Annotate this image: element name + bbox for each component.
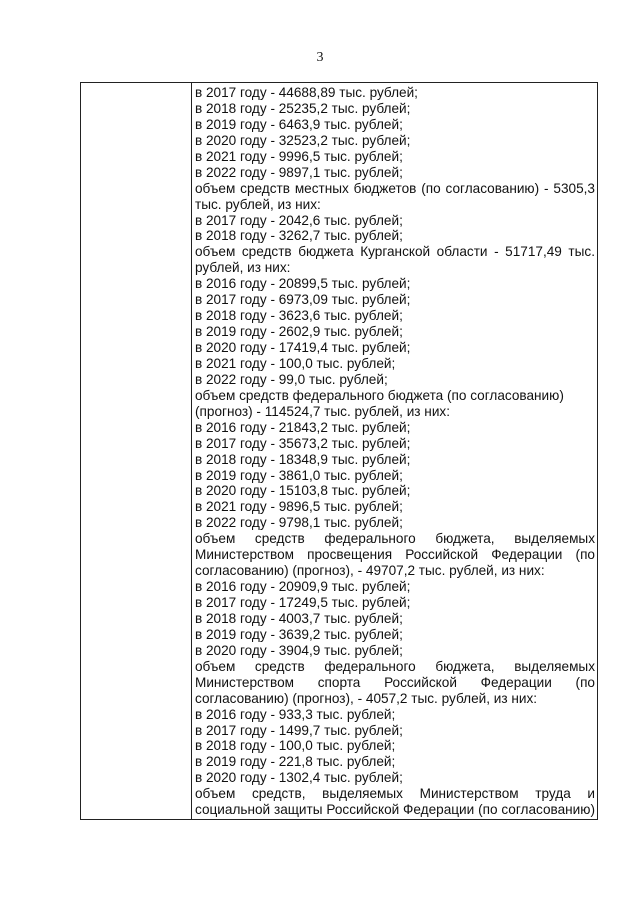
text-line: согласованию) (прогноз), - 4057,2 тыс. рублей, из них: [195, 690, 538, 706]
text-line: в 2018 году - 3623,6 тыс. рублей; [195, 308, 403, 324]
text-line: в 2021 году - 9996,5 тыс. рублей; [195, 148, 403, 164]
text-line: в 2020 году - 15103,8 тыс. рублей; [195, 483, 411, 499]
text-line: рублей, из них: [195, 260, 291, 276]
text-line: в 2019 году - 6463,9 тыс. рублей; [195, 116, 403, 132]
text-line: в 2017 году - 6973,09 тыс. рублей; [195, 292, 411, 308]
text-line: в 2018 году - 3262,7 тыс. рублей; [195, 228, 403, 244]
text-line: в 2017 году - 44688,89 тыс. рублей; [195, 85, 418, 100]
text-line: объем средств бюджета Курганской области - 51717,49 тыс. [195, 244, 595, 260]
text-line: объем средств федерального бюджета (по согласованию) [195, 387, 564, 403]
text-line: в 2016 году - 21843,2 тыс. рублей; [195, 419, 411, 435]
text-line: в 2016 году - 933,3 тыс. рублей; [195, 706, 396, 722]
text-line: согласованию) (прогноз), - 49707,2 тыс. рублей, из них: [195, 563, 545, 579]
text-line: в 2017 году - 17249,5 тыс. рублей; [195, 595, 411, 610]
text-line: в 2018 году - 4003,7 тыс. рублей; [195, 610, 403, 626]
text-line: в 2020 году - 17419,4 тыс. рублей; [195, 340, 411, 355]
text-line: объем средств федерального бюджета, выделяемых [195, 658, 595, 674]
text-line: в 2019 году - 3639,2 тыс. рублей; [195, 626, 403, 642]
text-line: в 2021 году - 100,0 тыс. рублей; [195, 355, 396, 371]
text-line: в 2019 году - 221,8 тыс. рублей; [195, 754, 396, 770]
text-line: в 2022 году - 9897,1 тыс. рублей; [195, 164, 403, 180]
text-line: в 2016 году - 20899,5 тыс. рублей; [195, 276, 411, 292]
text-line: в 2017 году - 1499,7 тыс. рублей; [195, 722, 403, 738]
text-line: в 2016 году - 20909,9 тыс. рублей; [195, 579, 411, 595]
text-line: в 2017 году - 35673,2 тыс. рублей; [195, 435, 411, 451]
text-line: (прогноз) - 114524,7 тыс. рублей, из них: [195, 403, 450, 419]
text-line: социальной защиты Российской Федерации (по согласованию) [195, 802, 595, 818]
funding-table [80, 82, 598, 820]
table-right-column [192, 85, 597, 818]
text-line: в 2022 году - 9798,1 тыс. рублей; [195, 515, 403, 531]
text-line: в 2018 году - 25235,2 тыс. рублей; [195, 100, 411, 116]
table-left-column [81, 83, 192, 819]
page-number: 3 [316, 50, 324, 65]
text-line: в 2020 году - 1302,4 тыс. рублей; [195, 770, 403, 786]
text-line: в 2018 году - 100,0 тыс. рублей; [195, 738, 396, 754]
text-line: объем средств федерального бюджета, выделяемых [195, 531, 595, 547]
text-line: в 2020 году - 3904,9 тыс. рублей; [195, 642, 403, 658]
text-line: в 2021 году - 9896,5 тыс. рублей; [195, 499, 403, 515]
text-line: в 2019 году - 2602,9 тыс. рублей; [195, 324, 403, 340]
text-line: в 2018 году - 18348,9 тыс. рублей; [195, 451, 411, 467]
text-line: объем средств местных бюджетов (по согласованию) - 5305,3 [195, 180, 595, 196]
text-line: в 2017 году - 2042,6 тыс. рублей; [195, 212, 403, 228]
text-line: в 2022 году - 99,0 тыс. рублей; [195, 371, 388, 387]
text-line: объем средств, выделяемых Министерством труда и [195, 786, 595, 802]
text-line: в 2020 году - 32523,2 тыс. рублей; [195, 132, 411, 148]
text-line: Министерством спорта Российской Федерации (по [195, 674, 595, 690]
text-line: тыс. рублей, из них: [195, 196, 321, 212]
text-line: Министерством просвещения Российской Федерации (по [195, 547, 595, 563]
text-line: в 2019 году - 3861,0 тыс. рублей; [195, 467, 403, 483]
